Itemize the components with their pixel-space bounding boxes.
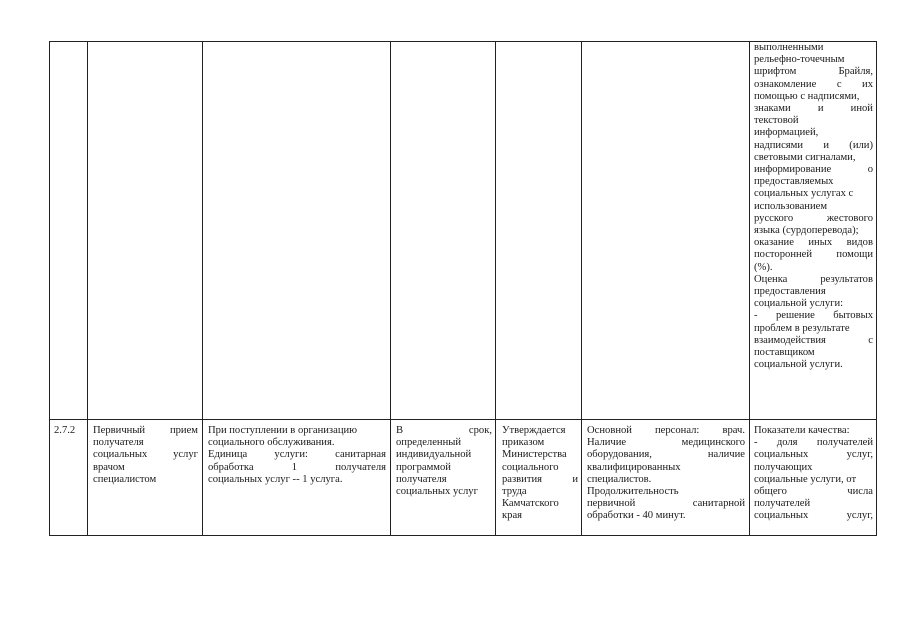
- text-word: выполненными: [754, 42, 824, 53]
- text-word: санитарной: [692, 498, 745, 510]
- text-word: ознакомление: [754, 78, 817, 90]
- text-word: и: [817, 103, 824, 115]
- text-word: Первичный: [93, 425, 146, 436]
- text-word: социальной услуги.: [754, 359, 843, 371]
- text-word: врач.: [722, 425, 745, 436]
- text-line: [754, 286, 873, 298]
- text-word: текстовой: [754, 115, 799, 127]
- text-line: [754, 510, 873, 522]
- text-word: оборудования,: [587, 449, 652, 461]
- text-line: [754, 91, 873, 103]
- column-divider-2: [202, 41, 203, 535]
- text-line: [502, 449, 578, 461]
- text-word: бытовых: [833, 310, 873, 322]
- text-word: информирование: [754, 164, 832, 176]
- text-word: видов: [846, 237, 873, 249]
- text-word: края: [502, 510, 523, 522]
- text-word: Брайля,: [838, 66, 873, 78]
- text-word: программой: [396, 461, 451, 473]
- text-word: Министерства: [502, 449, 567, 461]
- text-line: [754, 474, 873, 486]
- text-word: Единица: [208, 449, 248, 461]
- text-word: помощью с надписями,: [754, 90, 860, 102]
- text-word: знаками: [754, 103, 791, 115]
- text-line: [396, 425, 492, 437]
- text-line: [754, 249, 873, 261]
- text-word: развития: [502, 473, 543, 485]
- text-line: [396, 474, 492, 486]
- text-line: [208, 437, 386, 449]
- column-divider-1: [87, 41, 88, 535]
- text-line: [754, 359, 873, 371]
- text-word: Основной: [587, 425, 632, 436]
- text-word: 1: [291, 461, 298, 473]
- text-word: Показатели качества:: [754, 425, 850, 436]
- text-line: [754, 213, 873, 225]
- text-word: Камчатского: [502, 498, 559, 510]
- text-word: врачом: [93, 461, 125, 473]
- column-divider-5: [581, 41, 582, 535]
- text-line: [587, 510, 745, 522]
- text-word: использованием: [754, 200, 828, 212]
- text-word: труда: [502, 486, 527, 498]
- text-line: [502, 498, 578, 510]
- service-term-cell: [396, 425, 492, 498]
- text-line: [396, 449, 492, 461]
- text-word: санитарная: [335, 449, 386, 461]
- text-word: получающих: [754, 461, 813, 473]
- text-word: услуг,: [846, 510, 873, 522]
- text-line: [754, 79, 873, 91]
- text-word: взаимодействия: [754, 334, 826, 346]
- text-word: социальных: [754, 449, 809, 461]
- text-line: [754, 201, 873, 213]
- top-row-quality-text: [754, 42, 873, 371]
- row-divider: [49, 419, 877, 420]
- text-word: индивидуальной: [396, 449, 472, 461]
- text-word: Продолжительность: [587, 486, 679, 498]
- text-word: поставщиком: [754, 347, 815, 359]
- text-line: [587, 449, 745, 461]
- text-word: (или): [849, 139, 873, 151]
- text-word: специалистом: [93, 473, 157, 485]
- text-word: языка (сурдоперевода);: [754, 225, 859, 237]
- service-description-cell: [208, 425, 386, 486]
- text-line: [587, 437, 745, 449]
- text-word: числа: [847, 486, 873, 498]
- table-border-right: [876, 41, 877, 535]
- text-word: социального: [502, 461, 559, 473]
- text-word: Наличие: [587, 437, 627, 449]
- row-number: [54, 425, 86, 437]
- column-divider-6: [749, 41, 750, 535]
- text-line: [754, 335, 873, 347]
- text-word: услуги:: [274, 449, 308, 461]
- service-conditions-cell: [587, 425, 745, 523]
- text-line: [502, 462, 578, 474]
- text-word: надписями: [754, 139, 804, 151]
- text-word: информацией,: [754, 127, 819, 139]
- text-line: [754, 176, 873, 188]
- text-line: [754, 152, 873, 164]
- text-line: [587, 462, 745, 474]
- text-line: [754, 437, 873, 449]
- text-word: предоставления: [754, 286, 826, 298]
- text-line: [208, 474, 386, 486]
- text-word: обработка: [208, 461, 254, 473]
- text-word: социальных: [93, 449, 148, 461]
- text-word: проблем в результате: [754, 322, 850, 334]
- text-word: обработки - 40 минут.: [587, 510, 686, 522]
- text-word: и: [823, 139, 830, 151]
- text-word: получателя: [93, 437, 144, 449]
- text-word: шрифтом: [754, 66, 797, 78]
- text-line: [93, 437, 198, 449]
- row-number-text: 2.7.2: [54, 425, 76, 436]
- text-line: [502, 437, 578, 449]
- text-line: [754, 323, 873, 335]
- text-line: [754, 274, 873, 286]
- text-line: [754, 486, 873, 498]
- text-word: Утверждается: [502, 425, 566, 436]
- text-line: [208, 449, 386, 461]
- text-line: [754, 425, 873, 437]
- text-word: жестового: [826, 212, 873, 224]
- text-line: [754, 164, 873, 176]
- text-word: посторонней: [754, 249, 813, 261]
- text-line: [502, 510, 578, 522]
- text-word: социального обслуживания.: [208, 437, 335, 449]
- text-word: специалистов.: [587, 473, 652, 485]
- text-line: [587, 474, 745, 486]
- text-word: Оценка: [754, 273, 788, 285]
- column-divider-3: [390, 41, 391, 535]
- text-word: с: [868, 334, 873, 346]
- table-border-bottom: [49, 535, 877, 536]
- text-word: -: [754, 437, 758, 449]
- text-word: наличие: [707, 449, 745, 461]
- text-line: [502, 425, 578, 437]
- text-word: получателей: [816, 437, 873, 449]
- text-word: рельефно-точечным: [754, 54, 845, 66]
- text-word: помощи: [836, 249, 873, 261]
- text-word: получателя: [396, 473, 447, 485]
- text-line: [754, 262, 873, 274]
- text-word: общего: [754, 486, 787, 498]
- text-word: квалифицированных: [587, 461, 681, 473]
- service-name-cell: [93, 425, 198, 486]
- text-word: При поступлении в организацию: [208, 425, 358, 436]
- text-word: результатов: [820, 273, 873, 285]
- text-line: [208, 425, 386, 437]
- text-word: получателей: [754, 498, 811, 510]
- text-word: их: [862, 78, 873, 90]
- text-word: социальных услуг: [396, 486, 478, 498]
- text-line: [396, 437, 492, 449]
- text-line: [502, 486, 578, 498]
- text-word: В: [396, 425, 404, 436]
- text-line: [754, 66, 873, 78]
- text-word: прием: [169, 425, 198, 436]
- text-line: [754, 498, 873, 510]
- text-line: [754, 347, 873, 359]
- text-word: услуг,: [846, 449, 873, 461]
- text-line: [93, 449, 198, 461]
- text-word: приказом: [502, 437, 545, 449]
- text-line: [754, 103, 873, 115]
- text-word: срок,: [468, 425, 492, 436]
- text-word: первичной: [587, 498, 636, 510]
- text-line: [754, 115, 873, 127]
- text-line: [93, 462, 198, 474]
- text-line: [754, 42, 873, 54]
- text-line: [502, 474, 578, 486]
- text-word: медицинского: [681, 437, 745, 449]
- text-line: [587, 498, 745, 510]
- text-word: с: [836, 78, 842, 90]
- table-border-left: [49, 41, 50, 535]
- text-line: [93, 425, 198, 437]
- text-word: предоставляемых: [754, 176, 834, 188]
- text-word: определенный: [396, 437, 462, 449]
- text-word: иной: [850, 103, 873, 115]
- text-line: [396, 462, 492, 474]
- text-line: [754, 54, 873, 66]
- text-word: иных: [808, 237, 833, 249]
- table-border-top: [49, 41, 877, 42]
- text-word: и: [572, 473, 578, 485]
- text-word: о: [867, 164, 873, 176]
- text-word: социальных услугах с: [754, 188, 854, 200]
- text-word: персонал:: [655, 425, 700, 436]
- text-line: [396, 486, 492, 498]
- text-word: решение: [775, 310, 815, 322]
- text-word: световыми сигналами,: [754, 151, 856, 163]
- text-word: социальных: [754, 510, 809, 522]
- text-line: [754, 449, 873, 461]
- text-line: [754, 140, 873, 152]
- text-word: русского: [754, 212, 794, 224]
- column-divider-4: [495, 41, 496, 535]
- text-word: услуг: [173, 449, 198, 461]
- tariff-cell: [502, 425, 578, 523]
- text-word: (%).: [754, 261, 773, 273]
- text-word: социальные услуги, от: [754, 473, 857, 485]
- text-word: получателя: [335, 461, 386, 473]
- text-word: оказание: [754, 237, 794, 249]
- quality-indicators-cell: [754, 425, 873, 523]
- text-line: [754, 237, 873, 249]
- text-line: [587, 486, 745, 498]
- text-line: [754, 188, 873, 200]
- text-word: социальных услуг -- 1 услуга.: [208, 473, 343, 485]
- text-line: [93, 474, 198, 486]
- text-line: [754, 127, 873, 139]
- text-line: [754, 225, 873, 237]
- text-word: социальной услуги:: [754, 298, 844, 310]
- text-line: [208, 462, 386, 474]
- text-word: доля: [776, 437, 798, 449]
- text-line: [754, 310, 873, 322]
- text-word: -: [754, 310, 758, 322]
- text-line: [587, 425, 745, 437]
- text-line: [754, 462, 873, 474]
- text-line: [754, 298, 873, 310]
